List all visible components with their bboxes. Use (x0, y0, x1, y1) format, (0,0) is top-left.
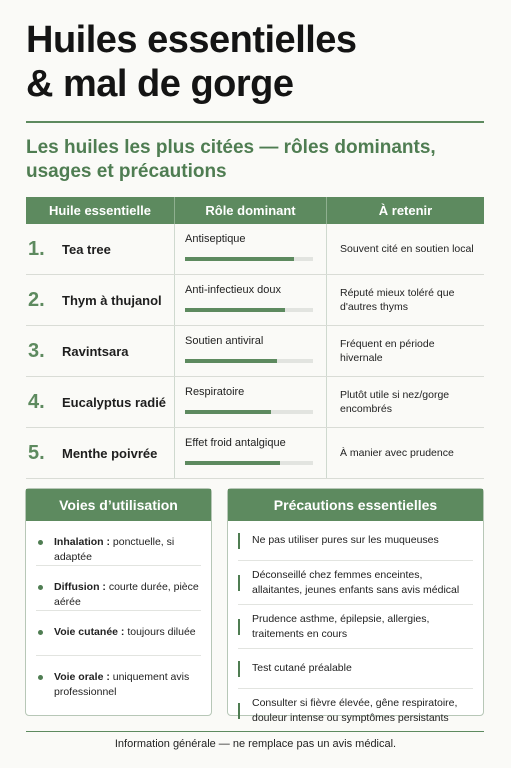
oil-name: Eucalyptus radié (62, 394, 167, 410)
header-note: À retenir (326, 197, 484, 224)
role-level-bar (185, 410, 313, 414)
note-text: À manier avec prudence (340, 447, 454, 459)
usage-label: Inhalation : (54, 536, 110, 548)
row-number: 5. (28, 441, 45, 464)
precautions-panel (227, 488, 484, 724)
table-row (26, 428, 484, 479)
oil-name: Tea tree (62, 241, 111, 257)
role-cell (174, 377, 326, 427)
note-cell (326, 224, 484, 274)
note-text: Souvent cité en soutien local (340, 243, 474, 255)
table-header (26, 197, 484, 224)
precaution-item (238, 649, 473, 689)
subtitle (26, 136, 496, 184)
usage-panel-title: Voies d’utilisation (26, 489, 211, 521)
row-number: 2. (28, 288, 45, 311)
role-label: Anti-infectieux doux (185, 284, 281, 296)
oil-name: Ravintsara (62, 343, 129, 359)
role-label: Effet froid antalgique (185, 437, 286, 449)
role-level-fill (185, 461, 280, 465)
role-cell (174, 428, 326, 478)
bar-marker-icon (238, 533, 240, 549)
header-oil: Huile essentielle (49, 203, 151, 218)
table-body (26, 224, 484, 479)
table-row (26, 224, 484, 275)
subtitle-line-1: Les huiles les plus citées — rôles dominants, (26, 137, 436, 158)
usage-item (36, 521, 201, 566)
role-label: Antiseptique (185, 233, 246, 245)
precaution-item (238, 561, 473, 605)
role-label: Respiratoire (185, 386, 245, 398)
bullet-icon (38, 540, 43, 545)
oil-cell (26, 428, 174, 478)
table-row (26, 275, 484, 326)
note-text: Réputé mieux toléré que d'autres thyms (340, 287, 455, 313)
role-level-bar (185, 461, 313, 465)
bar-marker-icon (238, 575, 240, 591)
note-text: Plutôt utile si nez/gorge encombrés (340, 389, 450, 415)
bar-marker-icon (238, 703, 240, 719)
usage-label: Voie cutanée : (54, 626, 125, 638)
oil-cell (26, 275, 174, 325)
oil-cell (26, 326, 174, 376)
title-line-2: & mal de gorge (26, 63, 294, 105)
precautions-list (228, 521, 483, 733)
precautions-panel-title: Précautions essentielles (228, 489, 483, 521)
role-cell (174, 275, 326, 325)
bullet-icon (38, 585, 43, 590)
usage-text (54, 580, 201, 610)
precaution-text: Déconseillé chez femmes enceintes, allaitantes, jeunes enfants sans avis médical (252, 568, 460, 596)
usage-list (26, 521, 211, 701)
role-cell (174, 224, 326, 274)
role-cell (174, 326, 326, 376)
subtitle-line-2: usages et précautions (26, 161, 227, 182)
oil-name: Thym à thujanol (62, 292, 162, 308)
role-level-fill (185, 410, 271, 414)
precaution-item (238, 689, 473, 733)
header-role: Rôle dominant (174, 197, 326, 224)
role-level-fill (185, 308, 285, 312)
bar-marker-icon (238, 619, 240, 635)
precaution-text: Prudence asthme, épilepsie, allergies, traitements en cours (252, 612, 430, 640)
bullet-icon (38, 675, 43, 680)
note-cell (326, 428, 484, 478)
page-title (26, 18, 496, 106)
usage-label: Voie orale : (54, 671, 110, 683)
oil-name: Menthe poivrée (62, 445, 158, 461)
bullet-icon (38, 630, 43, 635)
role-level-bar (185, 308, 313, 312)
bar-marker-icon (238, 661, 240, 677)
usage-label: Diffusion : (54, 581, 106, 593)
usage-detail: ponctuelle, si adaptée (54, 536, 175, 563)
role-level-fill (185, 359, 277, 363)
oil-cell (26, 377, 174, 427)
role-level-bar (185, 359, 313, 363)
note-cell (326, 326, 484, 376)
usage-detail: uniquement avis professionnel (54, 671, 190, 698)
usage-detail: toujours diluée (124, 626, 196, 638)
usage-text (54, 535, 201, 565)
role-label: Soutien antiviral (185, 335, 264, 347)
usage-detail: courte durée, pièce aérée (54, 581, 199, 608)
title-divider (26, 121, 484, 123)
oils-table (26, 197, 484, 479)
precaution-item (238, 605, 473, 649)
precaution-text: Ne pas utiliser pures sur les muqueuses (252, 534, 439, 546)
precaution-text: Test cutané préalable (252, 662, 352, 674)
note-cell (326, 377, 484, 427)
row-number: 1. (28, 237, 45, 260)
note-cell (326, 275, 484, 325)
precaution-text: Consulter si fièvre élevée, gêne respiratoire, douleur intense ou symptômes persistants (252, 697, 458, 724)
table-row (26, 377, 484, 428)
row-number: 3. (28, 339, 45, 362)
usage-item (36, 611, 201, 656)
row-number: 4. (28, 390, 45, 413)
oil-cell (26, 224, 174, 274)
footer-divider (26, 731, 484, 732)
usage-item (36, 656, 201, 701)
precaution-item (238, 521, 473, 561)
table-row (26, 326, 484, 377)
title-line-1: Huiles essentielles (26, 19, 357, 61)
role-level-fill (185, 257, 294, 261)
footer-disclaimer: Information générale — ne remplace pas un avis médical. (114, 738, 397, 750)
usage-text (54, 670, 201, 700)
note-text: Fréquent en période hivernale (340, 338, 435, 364)
role-level-bar (185, 257, 313, 261)
usage-panel (25, 488, 212, 716)
usage-item (36, 566, 201, 611)
usage-text (54, 625, 196, 640)
